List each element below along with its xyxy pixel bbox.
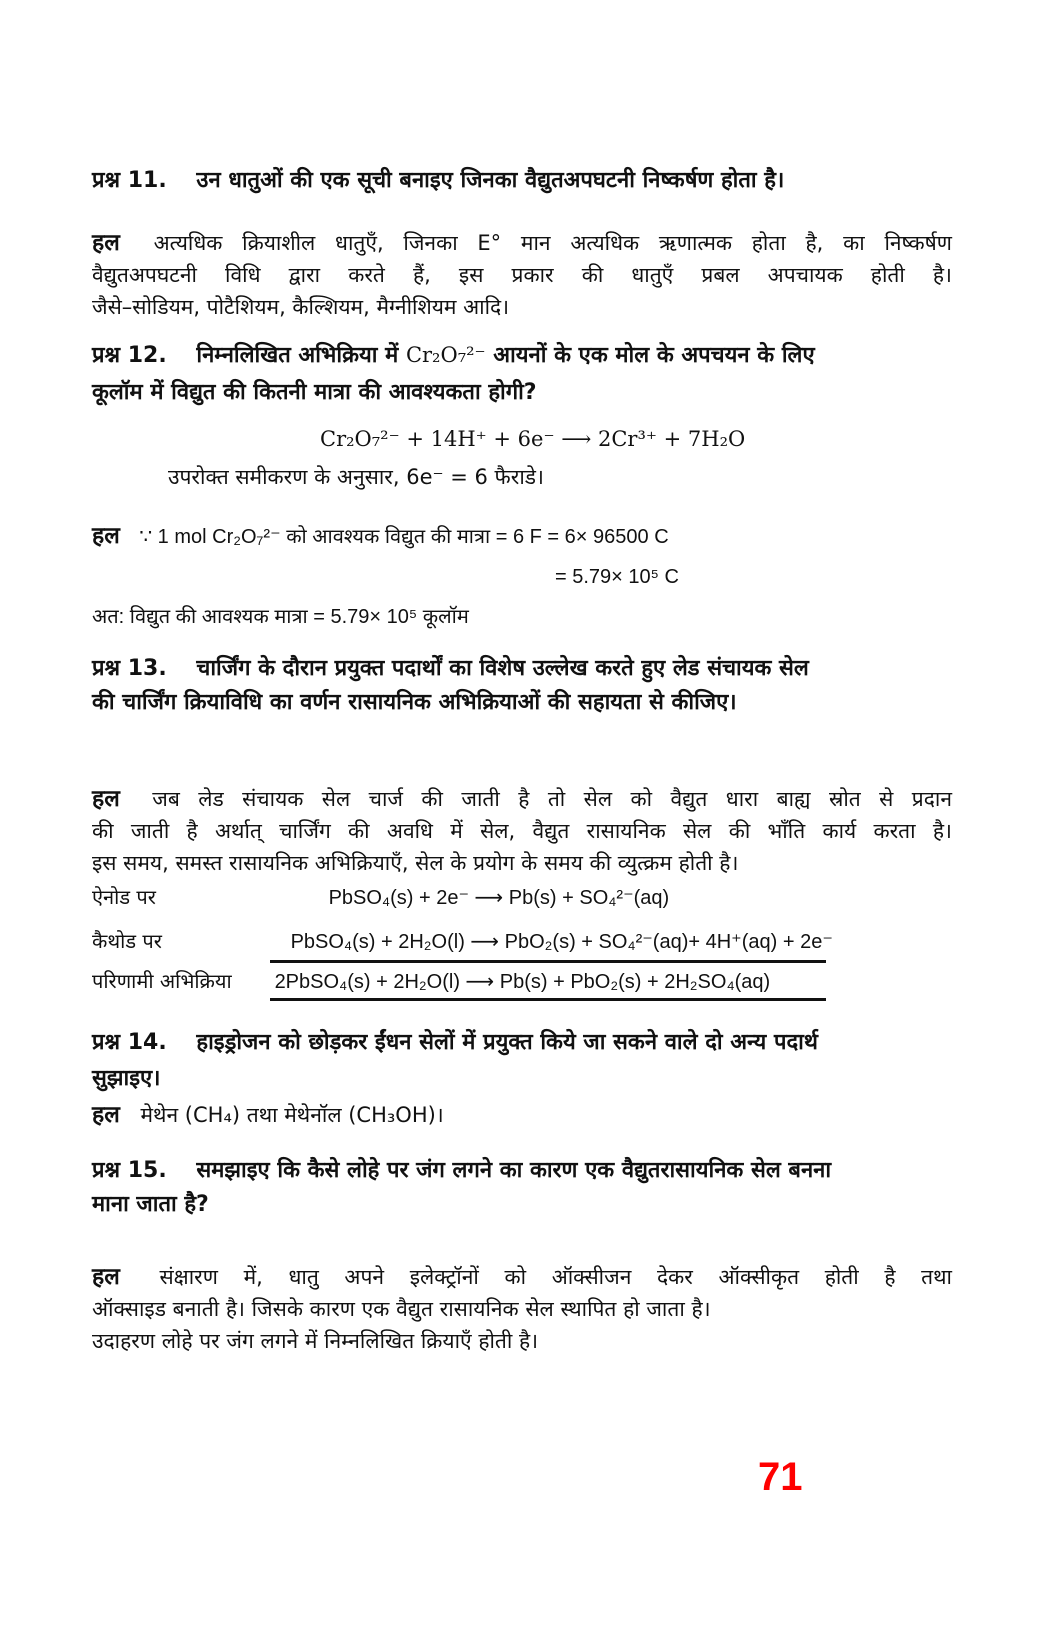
reaction-anode (92, 882, 952, 913)
question-13-label: प्रश्न 13. (92, 656, 167, 681)
answer-15-label: हल (92, 1264, 120, 1290)
answer-12-label: हल (92, 522, 120, 548)
answer-11-line-1 (92, 228, 952, 258)
equation-12-note: उपरोक्त समीकरण के अनुसार, 6e⁻ = 6 फैराडे। (168, 465, 544, 489)
question-11-label: प्रश्न 11. (92, 168, 167, 193)
answer-15-line-1 (92, 1262, 952, 1292)
answer-13-line-2: की जाती है अर्थात् चार्जिंग की अवधि में सेल, वैद्युत रासायनिक सेल की भाँति कार्य करता है। (92, 819, 952, 843)
answer-12-conclusion: अत: विद्युत की आवश्यक मात्रा = 5.79× 10⁵ कूलॉम (92, 606, 469, 628)
reaction-cathode-label: कैथोड पर (92, 929, 162, 953)
reaction-net-label: परिणामी अभिक्रिया (92, 969, 232, 993)
reaction-anode-equation: PbSO₄(s) + 2e⁻ ⟶ Pb(s) + SO₄²⁻(aq) (328, 887, 670, 909)
question-12-text-pre: निम्नलिखित अभिक्रिया में (196, 343, 399, 368)
answer-11-text-1: अत्यधिक क्रियाशील धातुएँ, जिनका E° मान अत्यधिक ऋणात्मक होता है, का निष्कर्षण (153, 231, 952, 255)
question-12-text-post: आयनों के एक मोल के अपचयन के लिए (493, 343, 815, 368)
question-15-text-1: समझाइए कि कैसे लोहे पर जंग लगने का कारण एक वैद्युतरासायनिक सेल बनना (196, 1158, 832, 1183)
question-14-text-1: हाइड्रोजन को छोड़कर ईंधन सेलों में प्रयुक्त किये जा सकने वाले दो अन्य पदार्थ (196, 1030, 818, 1055)
equation-12: Cr₂O₇²⁻ + 14H⁺ + 6e⁻ ⟶ 2Cr³⁺ + 7H₂O (320, 427, 746, 451)
reaction-net (92, 966, 952, 997)
reaction-cathode-equation: PbSO₄(s) + 2H₂O(l) ⟶ PbO₂(s) + SO₄²⁻(aq)+ 4H⁺(aq) + 2e⁻ (290, 931, 833, 953)
sum-rule-bottom (270, 998, 826, 1001)
answer-14-text: मेथेन (CH₄) तथा मेथेनॉल (CH₃OH)। (140, 1103, 444, 1127)
question-15-line-2: माना जाता है? (92, 1192, 209, 1217)
question-12-label: प्रश्न 12. (92, 343, 167, 368)
answer-15-text-1: संक्षारण में, धातु अपने इलेक्ट्रॉनों को ऑक्सीजन देकर ऑक्सीकृत होती है तथा (159, 1265, 952, 1289)
answer-12-text-1: ∵ 1 mol Cr₂O₇²⁻ को आवश्यक विद्युत की मात्रा = 6 F = 6× 96500 C (139, 526, 669, 548)
question-11 (92, 166, 952, 196)
answer-12-line-1 (92, 520, 952, 552)
question-13-text-1: चार्जिंग के दौरान प्रयुक्त पदार्थों का विशेष उल्लेख करते हुए लेड संचायक सेल (196, 656, 809, 681)
page-number: 71 (758, 1455, 803, 1499)
question-15 (92, 1156, 952, 1186)
sum-rule-top (270, 960, 826, 963)
answer-15-line-3: उदाहरण लोहे पर जंग लगने में निम्नलिखित क्रियाएँ होती है। (92, 1329, 539, 1353)
reaction-net-equation: 2PbSO₄(s) + 2H₂O(l) ⟶ Pb(s) + PbO₂(s) + 2H₂SO₄(aq) (274, 971, 771, 993)
answer-13-text-1: जब लेड संचायक सेल चार्ज की जाती है तो सेल को वैद्युत धारा बाह्य स्रोत से प्रदान (152, 787, 952, 811)
dichromate-ion: Cr₂O₇²⁻ (405, 343, 486, 367)
question-13 (92, 654, 952, 684)
answer-11-label: हल (92, 230, 120, 256)
question-14 (92, 1028, 952, 1058)
answer-11-line-3: जैसे–सोडियम, पोटैशियम, कैल्शियम, मैग्नीशियम आदि। (92, 295, 510, 319)
question-12 (92, 340, 952, 371)
question-12-line-2: कूलॉम में विद्युत की कितनी मात्रा की आवश्यकता होगी? (92, 380, 537, 405)
answer-14 (92, 1100, 952, 1130)
answer-11-line-2: वैद्युतअपघटनी विधि द्वारा करते हैं, इस प्रकार की धातुएँ प्रबल अपचायक होती है। (92, 263, 952, 287)
question-14-label: प्रश्न 14. (92, 1030, 167, 1055)
question-14-line-2: सुझाइए। (92, 1066, 161, 1091)
answer-13-line-1 (92, 784, 952, 814)
answer-13-line-3: इस समय, समस्त रासायनिक अभिक्रियाएँ, सेल के प्रयोग के समय की व्युत्क्रम होती है। (92, 851, 739, 875)
reaction-cathode (92, 926, 952, 957)
reaction-anode-label: ऐनोड पर (92, 885, 156, 909)
answer-12-line-2: = 5.79× 10⁵ C (555, 566, 679, 588)
question-11-text: उन धातुओं की एक सूची बनाइए जिनका वैद्युतअपघटनी निष्कर्षण होता है। (196, 168, 785, 193)
answer-14-label: हल (92, 1102, 120, 1128)
answer-15-line-2: ऑक्साइड बनाती है। जिसके कारण एक वैद्युत रासायनिक सेल स्थापित हो जाता है। (92, 1297, 711, 1321)
question-15-label: प्रश्न 15. (92, 1158, 167, 1183)
question-13-line-2: की चार्जिंग क्रियाविधि का वर्णन रासायनिक अभिक्रियाओं की सहायता से कीजिए। (92, 690, 737, 715)
answer-13-label: हल (92, 786, 120, 812)
